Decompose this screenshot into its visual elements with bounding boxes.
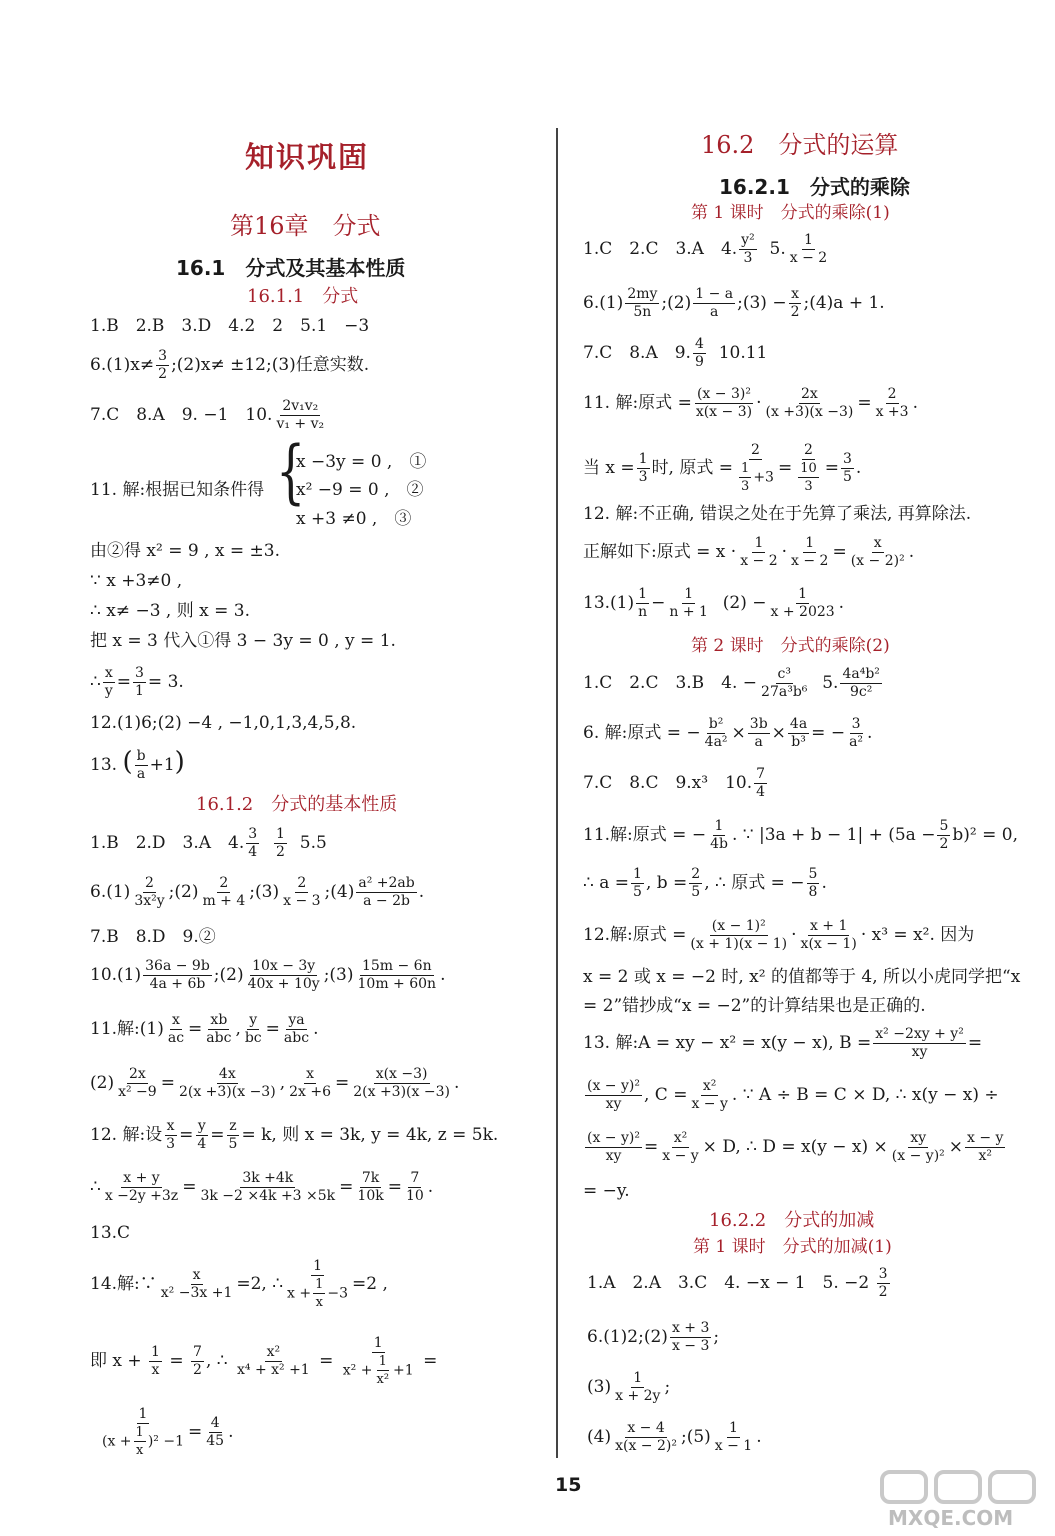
- chapter-title: 第16章 分式: [230, 212, 381, 240]
- subsection-16-1-1-title: 16.1.1 分式: [247, 286, 359, 307]
- answer-r6: 6.(1) $\frac{2my}{5n}$ ;(2) $\frac{1 - a}{a}$ ;(3) − $\frac{x}{2}$ ;(4)a + 1.: [583, 286, 885, 320]
- answer-line-m1: 1.B 2.D 3.A 4. $\frac{3}{4}$ $\frac{1}{2}$ 5.5: [90, 826, 327, 860]
- answer-11-intro: 11. 解:根据已知条件得: [90, 480, 265, 500]
- svg-text:MXQE.COM: MXQE.COM: [888, 1506, 1014, 1528]
- answer-s12b: x = 2 或 x = −2 时, x² 的值都等于 4, 所以小虎同学把“x: [583, 967, 1021, 987]
- system-eq-1: x −3y = 0 , ①: [296, 452, 427, 472]
- answer-line-m10: 10.(1) $\frac{36a - 9b}{4a + 6b}$ ;(2) $\frac{10x - 3y}{40x + 10y}$ ;(3) $\frac{15m - 6n}{10m + 60n}$ .: [90, 958, 446, 992]
- section-16-1-title: 16.1 分式及其基本性质: [176, 256, 406, 280]
- answer-line-m12a: 12. 解:设 $\frac{x}{3}$ = $\frac{y}{4}$ = $\frac{z}{5}$ = k, 则 x = 3k, y = 4k, z = 5k.: [90, 1118, 499, 1152]
- system-eq-2: x² −9 = 0 , ②: [296, 480, 424, 500]
- answer-line-m12b: ∴ $\frac{x + y}{x -2y +3z}$ = $\frac{3k +4k}{3k -2 \times 4k +3 \times 5k}$ = $\frac{7k}{10k}$ = $\frac{7}{10}$ .: [90, 1170, 434, 1204]
- answer-r11b: 当 x = $\frac{1}{3}$ 时, 原式 = 2 $\frac{1}{3}$ +3 = $\frac{2}{\frac{10}{3}}$ = $\frac{3}{5}$ .: [583, 442, 862, 494]
- page-number: 15: [555, 1474, 582, 1496]
- answer-line-m14b: 即 x + $\frac{1}{x}$ = $\frac{7}{2}$ , ∴ $\frac{\text{x²}}{\text{x⁴ + x² +1}}$ = 1 x² + $\frac{1}{\text{x²}}$ +1 =: [90, 1335, 438, 1387]
- answer-s7: 7.C 8.C 9.x³ 10. $\frac{7}{4}$: [583, 766, 766, 800]
- answer-s13d: = −y.: [583, 1181, 630, 1201]
- answer-r1: 1.C 2.C 3.A 4. $\frac{\text{y²}}{3}$ 5. $\frac{1}{x - 2}$: [583, 232, 828, 266]
- column-divider: [556, 128, 558, 1458]
- answer-r7: 7.C 8.A 9. $\frac{4}{9}$ 10.11: [583, 336, 768, 370]
- answer-line-13: 13. ( $\frac{b}{a}$ +1): [90, 747, 185, 782]
- answer-11-step-e: ∴ $\frac{x}{y}$ = $\frac{3}{1}$ = 3.: [90, 665, 184, 699]
- answer-line-m14c: 1 (x + $\frac{1}{x}$ )² −1 = $\frac{4}{45}$ .: [102, 1406, 234, 1458]
- answer-r12b: 正解如下:原式 = x · $\frac{1}{x - 2}$ · $\frac{1}{x - 2}$ = $\frac{x}{\text{(x − 2)²}}$ .: [583, 535, 915, 569]
- brace-symbol: {: [276, 430, 306, 512]
- lesson-1-title: 第 1 课时 分式的乘除(1): [691, 203, 890, 223]
- answer-line-7: 7.C 8.A 9. −1 10. $\frac{\text{2v₁v₂}}{\text{v₁ + v₂}}$: [90, 398, 325, 432]
- section-16-2-title: 16.2 分式的运算: [701, 131, 899, 159]
- answer-11-step-a: 由②得 x² = 9 , x = ±3.: [90, 541, 280, 561]
- answer-line-m11a: 11.解:(1) $\frac{x}{ac}$ = $\frac{xb}{\text{abc}}$ , $\frac{y}{bc}$ = $\frac{ya}{\text{abc}}$ .: [90, 1012, 319, 1046]
- answer-r11a: 11. 解:原式 = $\frac{\text{(x − 3)²}}{x(x - 3)}$ · $\frac{2x}{(x +3)(x -3)}$ = $\frac{2}{x +3}$ .: [583, 386, 918, 420]
- answer-line-12: 12.(1)6;(2) −4 , −1,0,1,3,4,5,8.: [90, 713, 357, 733]
- answer-t3: (3) $\frac{1}{x + 2y}$ ;: [587, 1370, 671, 1404]
- answer-line-m11b: (2) $\frac{2x}{\text{x² −9}}$ = $\frac{4x}{2(x +3)(x -3)}$ , $\frac{x}{2x +6}$ = $\frac{x(x -3)}{2(x +3)(x -3)}$ .: [90, 1066, 460, 1100]
- subsection-16-2-2-title: 16.2.2 分式的加减: [709, 1210, 875, 1231]
- answer-s11a: 11.解:原式 = − $\frac{1}{4b}$ . ∵ |3a + b − 1| + (5a − $\frac{5}{2}$ b)² = 0,: [583, 818, 1019, 852]
- lesson-3-title: 第 1 课时 分式的加减(1): [693, 1237, 892, 1257]
- answer-s12c: = 2”错抄成“x = −2”的计算结果也是正确的.: [583, 996, 926, 1016]
- subsection-16-1-2-title: 16.1.2 分式的基本性质: [196, 794, 398, 815]
- answer-line-1: 1.B 2.B 3.D 4.2 2 5.1 −3: [90, 316, 370, 336]
- answer-t4: (4) $\frac{x - 4}{\text{x(x − 2)²}}$ ;(5) $\frac{1}{x - 1}$ .: [587, 1420, 762, 1454]
- answer-line-m13: 13.C: [90, 1223, 131, 1243]
- subsection-16-2-1-title: 16.2.1 分式的乘除: [719, 175, 910, 199]
- answer-s1: 1.C 2.C 3.B 4. − $\frac{\text{c³}}{\text{27a³b⁶}}$ 5. $\frac{\text{4a⁴b²}}{\text{9c²}}$: [583, 666, 880, 700]
- answer-s11b: ∴ a = $\frac{1}{5}$ , b = $\frac{2}{5}$ , ∴ 原式 = − $\frac{5}{8}$ .: [583, 866, 827, 900]
- answer-11-step-d: 把 x = 3 代入①得 3 − 3y = 0 , y = 1.: [90, 631, 396, 651]
- answer-r12a: 12. 解:不正确, 错误之处在于先算了乘法, 再算除法.: [583, 504, 972, 524]
- answer-r13: 13.(1) $\frac{1}{n}$ − $\frac{1}{n + 1}$ (2) − $\frac{1}{x + 2023}$ .: [583, 586, 845, 620]
- answer-t6: 6.(1)2;(2) $\frac{x + 3}{x - 3}$ ;: [587, 1320, 720, 1354]
- answer-s12a: 12.解:原式 = $\frac{\text{(x − 1)²}}{(x + 1)(x - 1)}$ · $\frac{x + 1}{x(x - 1)}$ · x³ = x². 因为: [583, 918, 975, 952]
- answer-s6: 6. 解:原式 = − $\frac{\text{b²}}{\text{4a²}}$ × $\frac{3b}{a}$ × $\frac{4a}{\text{b³}}$ = − $\frac{3}{\text{a²}}$ .: [583, 716, 873, 750]
- answer-line-m14a: 14.解:∵ $\frac{x}{\text{x² −3x +1}}$ =2, ∴ 1 x + $\frac{1}{x}$ −3 =2 ,: [90, 1258, 388, 1310]
- system-eq-3: x +3 ≠0 , ③: [296, 509, 412, 529]
- answer-line-6: 6.(1)x≠ $\frac{3}{2}$ ;(2)x≠ ±12;(3)任意实数.: [90, 348, 370, 382]
- answer-11-step-c: ∴ x≠ −3 , 则 x = 3.: [90, 601, 250, 621]
- answer-11-step-b: ∵ x +3≠0 ,: [90, 571, 183, 591]
- answer-line-m7: 7.B 8.D 9.②: [90, 927, 216, 947]
- answer-t1: 1.A 2.A 3.C 4. −x − 1 5. −2 $\frac{3}{2}$: [587, 1266, 888, 1300]
- answer-s13a: 13. 解:A = xy − x² = x(y − x), B = $\frac{\text{x² −2xy + y²}}{xy}$ =: [583, 1026, 983, 1060]
- answer-line-m6: 6.(1) $\frac{2}{\text{3x²y}}$ ;(2) $\frac{2}{m + 4}$ ;(3) $\frac{2}{x - 3}$ ;(4) $\frac{\text{a² +2ab}}{a - 2b}$ .: [90, 875, 425, 909]
- watermark-logo: [878, 1470, 1043, 1528]
- answer-s13b: $\frac{\text{(x − y)²}}{xy}$ , C = $\frac{\text{x²}}{x - y}$ . ∵ A ÷ B = C × D, ∴ x(y − x) ÷: [587, 1078, 999, 1112]
- page-title: 知识巩固: [245, 140, 370, 174]
- answer-s13c: $\frac{\text{(x − y)²}}{xy}$ = $\frac{\text{x²}}{x - y}$ × D, ∴ D = x(y − x) × $\frac{xy}{\text{(x − y)²}}$ × $\frac{x - y}{\text{x²}}$: [587, 1130, 1004, 1164]
- lesson-2-title: 第 2 课时 分式的乘除(2): [691, 636, 890, 656]
